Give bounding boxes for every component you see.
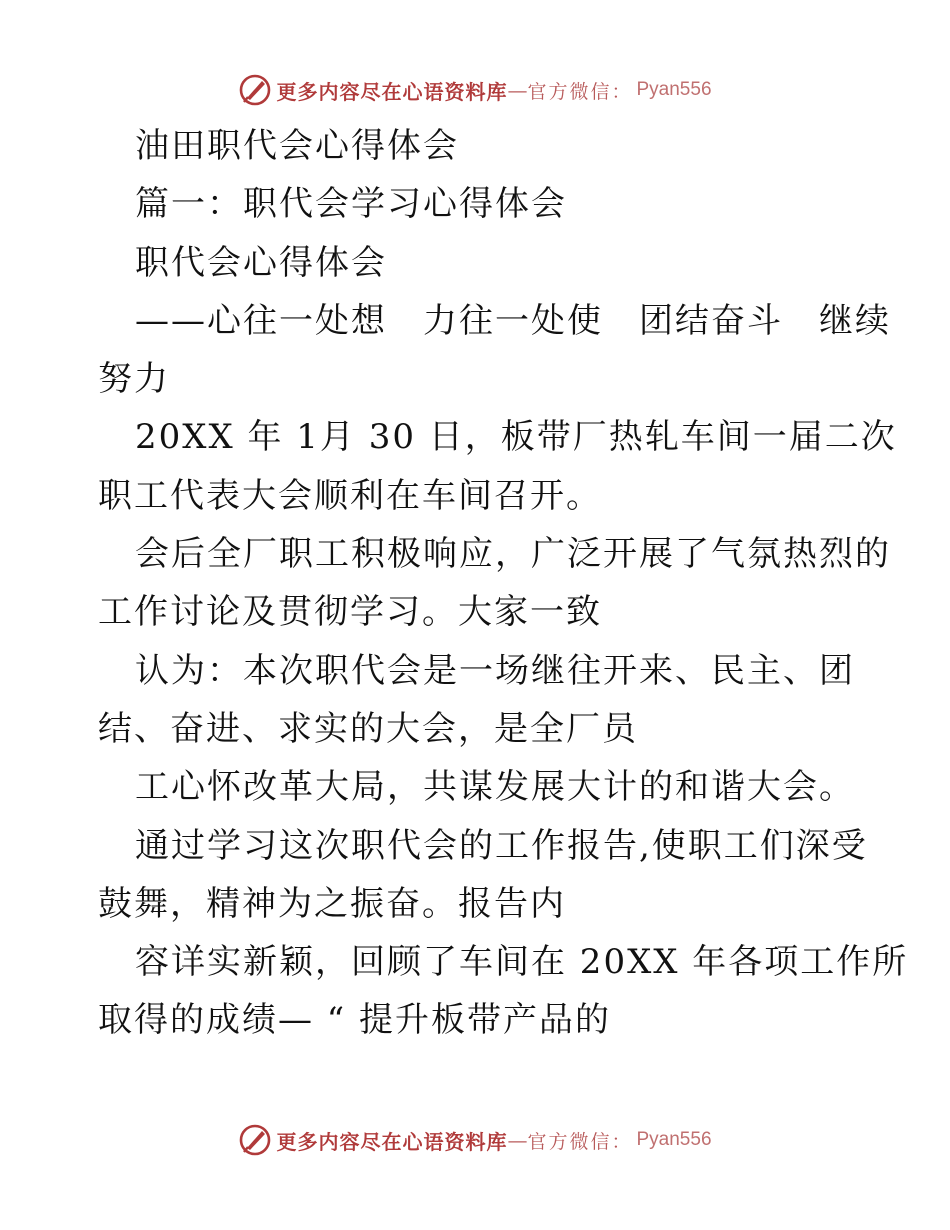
- doc-title: 油田职代会心得体会: [135, 126, 459, 166]
- document-body: [98, 117, 909, 1050]
- banner-wechat-id: Pyan556: [636, 1129, 712, 1150]
- doc-subtitle: ——心往一处想 力往一处使 团结奋斗 继续: [135, 300, 891, 341]
- paragraph-line: 结、奋进、求实的大会，是全厂员: [98, 708, 638, 749]
- paragraph-line: 工心怀改革大局，共谋发展大计的和谐大会。: [135, 767, 855, 808]
- paragraph-line: 容详实新颖，回顾了车间在 20XX 年各项工作所: [135, 942, 909, 983]
- banner-wechat-id: Pyan556: [636, 79, 712, 100]
- footer-banner: [0, 1120, 950, 1160]
- paragraph-line: 20XX 年 1月 30 日，板带厂热轧车间一届二次: [135, 417, 897, 458]
- banner-official-label: 官方微信：: [527, 1130, 633, 1153]
- paragraph-line: 取得的成绩— “ 提升板带产品的: [98, 1000, 611, 1041]
- quill-pen-circle-icon: [238, 73, 272, 107]
- paragraph-line: 通过学习这次职代会的工作报告,使职工们深受: [135, 825, 868, 866]
- quill-pen-circle-icon: [238, 1123, 272, 1157]
- paragraph-line: 鼓舞，精神为之振奋。报告内: [98, 883, 566, 924]
- paragraph-line: 会后全厂职工积极响应，广泛开展了气氛热烈的: [135, 534, 891, 575]
- paragraph-line: 工作讨论及贯彻学习。大家一致: [98, 592, 602, 633]
- paragraph-line: 认为：本次职代会是一场继往开来、民主、团: [135, 650, 855, 691]
- header-banner: [0, 70, 950, 110]
- banner-title: 更多内容尽在心语资料库: [276, 1129, 508, 1154]
- doc-chapter-heading: 篇一：职代会学习心得体会: [135, 184, 567, 225]
- banner-dash: —: [507, 78, 528, 102]
- banner-official-label: 官方微信：: [527, 80, 633, 103]
- doc-section-title: 职代会心得体会: [135, 242, 387, 283]
- banner-title: 更多内容尽在心语资料库: [276, 79, 508, 104]
- paragraph-line: 职工代表大会顺利在车间召开。: [98, 475, 602, 516]
- doc-subtitle-continued: 努力: [98, 359, 170, 400]
- banner-dash: —: [507, 1128, 528, 1152]
